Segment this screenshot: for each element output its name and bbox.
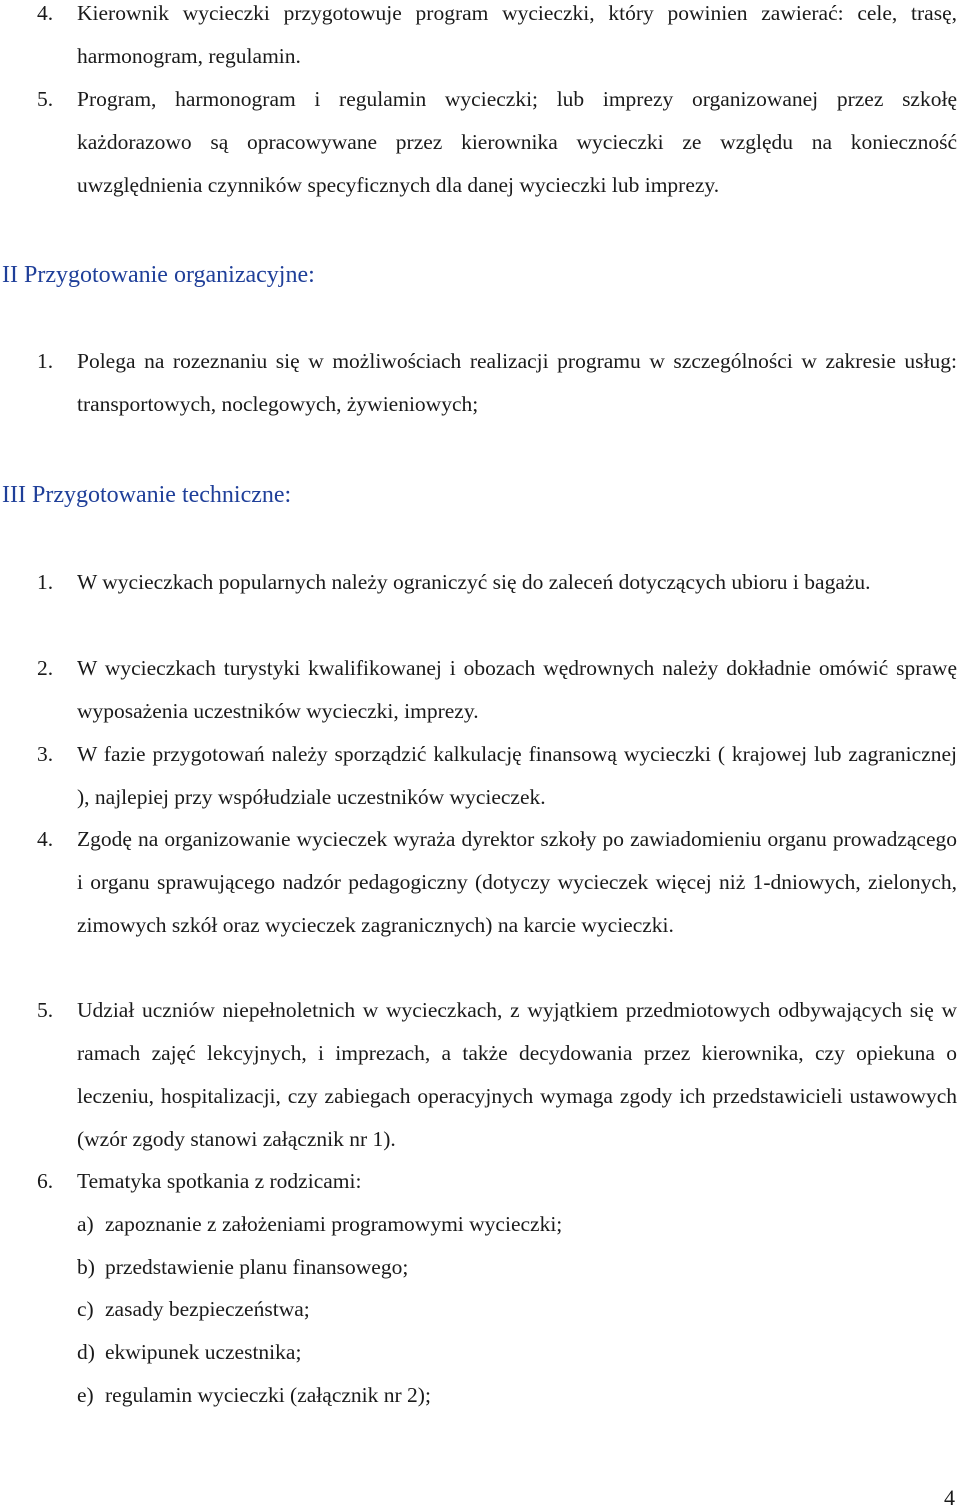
list-text: W wycieczkach turystyki kwalifikowanej i obozach wędrownych należy dokładnie omówić sprawę wyposażenia uczestników wycieczki, imprezy. [77, 656, 957, 723]
list-number: 4. [37, 827, 54, 851]
sub-list-text: ekwipunek uczestnika; [105, 1340, 302, 1364]
list-item [37, 340, 957, 426]
list-text: W fazie przygotowań należy sporządzić kalkulację finansową wycieczki ( krajowej lub zagranicznej ), najlepiej przy współudziale uczestników wycieczek. [77, 742, 957, 809]
list-text: Polega na rozeznaniu się w możliwościach realizacji programu w szczególności w zakresie usług: transportowych, noclegowych, żywieniowych; [77, 349, 957, 416]
list-number: 5. [37, 998, 54, 1022]
list-text: Tematyka spotkania z rodzicami: [77, 1169, 362, 1193]
list-item [37, 0, 957, 78]
list-text: W wycieczkach popularnych należy ograniczyć się do zaleceń dotyczących ubioru i bagażu. [77, 570, 871, 594]
list-item [37, 647, 957, 733]
sub-list-letter: d) [77, 1340, 95, 1364]
list-text: Program, harmonogram i regulamin wycieczki; lub imprezy organizowanej przez szkołę każdorazowo są opracowywane przez kierownika wycieczki ze względu na konieczność uwzględnienia czynników specyficznych dla danej wycieczki lub imprezy. [77, 87, 957, 197]
list-number: 4. [37, 1, 54, 25]
sub-list-letter: a) [77, 1212, 94, 1236]
list-item [37, 733, 957, 819]
sub-list-letter: b) [77, 1255, 95, 1279]
section-heading: II Przygotowanie organizacyjne: [2, 262, 315, 288]
sub-list-item [77, 1288, 310, 1331]
list-number: 1. [37, 349, 54, 373]
sub-list-item [77, 1331, 301, 1374]
sub-list-item [77, 1374, 431, 1417]
sub-list-item [77, 1203, 562, 1246]
list-item [37, 1160, 957, 1203]
list-item [37, 561, 957, 604]
list-number: 3. [37, 742, 54, 766]
list-text: Zgodę na organizowanie wycieczek wyraża dyrektor szkoły po zawiadomieniu organu prowadzącego i organu sprawującego nadzór pedagogiczny (dotyczy wycieczek więcej niż 1-dniowych, zielonych, zimowych szkół oraz wycieczek zagranicznych) na karcie wycieczki. [77, 827, 957, 937]
sub-list-letter: c) [77, 1297, 94, 1321]
list-item [37, 989, 957, 1161]
section-heading: III Przygotowanie techniczne: [2, 482, 292, 508]
list-item [37, 818, 957, 947]
list-number: 1. [37, 570, 54, 594]
list-text: Udział uczniów niepełnoletnich w wycieczkach, z wyjątkiem przedmiotowych odbywających się w ramach zajęć lekcyjnych, i imprezach, a także decydowania przez kierownika, czy opiekuna o leczeniu, hospitalizacji, czy zabiegach operacyjnych wymaga zgody ich przedstawicieli ustawowych (wzór zgody stanowi załącznik nr 1). [77, 998, 957, 1151]
sub-list-text: zasady bezpieczeństwa; [105, 1297, 310, 1321]
sub-list-letter: e) [77, 1383, 94, 1407]
list-number: 5. [37, 87, 54, 111]
list-number: 2. [37, 656, 54, 680]
list-text: Kierownik wycieczki przygotowuje program wycieczki, który powinien zawierać: cele, trasę, harmonogram, regulamin. [77, 1, 957, 68]
list-number: 6. [37, 1169, 54, 1193]
sub-list-item [77, 1246, 408, 1289]
sub-list-text: zapoznanie z założeniami programowymi wycieczki; [105, 1212, 563, 1236]
sub-list-text: regulamin wycieczki (załącznik nr 2); [105, 1383, 431, 1407]
page-number: 4 [944, 1485, 955, 1510]
list-item [37, 78, 957, 207]
sub-list-text: przedstawienie planu finansowego; [105, 1255, 409, 1279]
